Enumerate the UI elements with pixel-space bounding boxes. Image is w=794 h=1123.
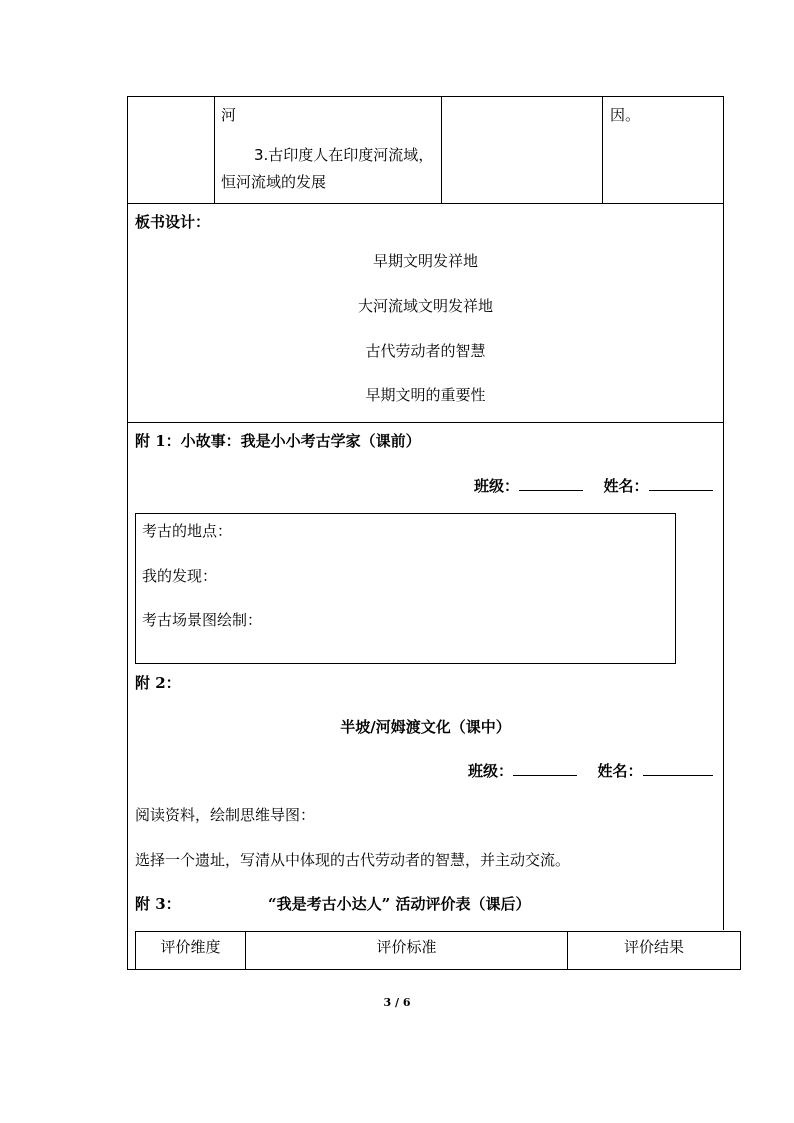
board-item-4: 早期文明的重要性 <box>365 386 486 404</box>
table-border-bottom <box>127 969 741 970</box>
appendix1-box-line-3: 考古场景图绘制： <box>142 611 263 629</box>
appendix2-text-2: 选择一个遗址，写清从中体现的古代劳动者的智慧，并主动交流。 <box>135 851 571 869</box>
appendix1-name-label: 姓名： <box>603 477 649 495</box>
appendix1-title: 附 1：小故事：我是小小考古学家（课前） <box>135 432 421 450</box>
top-row-col2-line1: 河 <box>221 106 237 124</box>
page-number: 3 / 6 <box>383 996 411 1009</box>
appendix3-label: 附 3： <box>135 895 181 913</box>
appendix2-class-name <box>468 760 713 781</box>
board-item-1: 早期文明发祥地 <box>372 252 478 270</box>
eval-header-standard: 评价标准 <box>376 938 437 956</box>
table-border-top <box>127 96 724 97</box>
top-row-col2-line2: 3.古印度人在印度河流域， <box>254 146 434 164</box>
appendix2-subtitle: 半坡/河姆渡文化（课中） <box>340 718 511 736</box>
board-item-3: 古代劳动者的智慧 <box>365 342 486 360</box>
appendix1-name-blank[interactable] <box>649 476 713 491</box>
appendix2-title: 附 2： <box>135 674 181 692</box>
board-item-2: 大河流域文明发祥地 <box>357 297 493 315</box>
appendix2-text-1: 阅读资料，绘制思维导图： <box>135 806 316 824</box>
appendix2-name-label: 姓名： <box>597 762 643 780</box>
board-title: 板书设计： <box>135 213 211 231</box>
table-border-left <box>127 96 128 970</box>
appendix3-title: “我是考古小达人” 活动评价表（课后） <box>268 895 531 913</box>
eval-header-result: 评价结果 <box>623 938 684 956</box>
eval-table-right <box>740 931 741 970</box>
appendix1-class-blank[interactable] <box>519 476 583 491</box>
appendix2-name-blank[interactable] <box>643 761 713 776</box>
row-separator-1 <box>127 203 724 204</box>
appendix1-box-line-1: 考古的地点： <box>142 522 233 540</box>
appendix2-class-label: 班级： <box>468 762 514 780</box>
appendix2-class-blank[interactable] <box>513 761 577 776</box>
top-row-col2-line3: 恒河流域的发展 <box>221 173 327 191</box>
eval-table-top <box>135 931 741 932</box>
top-row-col4: 因。 <box>610 106 641 124</box>
top-row-divider-3 <box>602 96 603 204</box>
eval-header-dimension: 评价维度 <box>160 938 221 956</box>
top-row-divider-2 <box>441 96 442 204</box>
appendix1-class-name <box>474 475 713 496</box>
appendix1-class-label: 班级： <box>474 477 520 495</box>
top-row-divider-1 <box>214 96 215 204</box>
row-separator-2 <box>127 422 724 423</box>
appendix1-box-line-2: 我的发现： <box>142 567 218 585</box>
table-border-right <box>723 96 724 930</box>
